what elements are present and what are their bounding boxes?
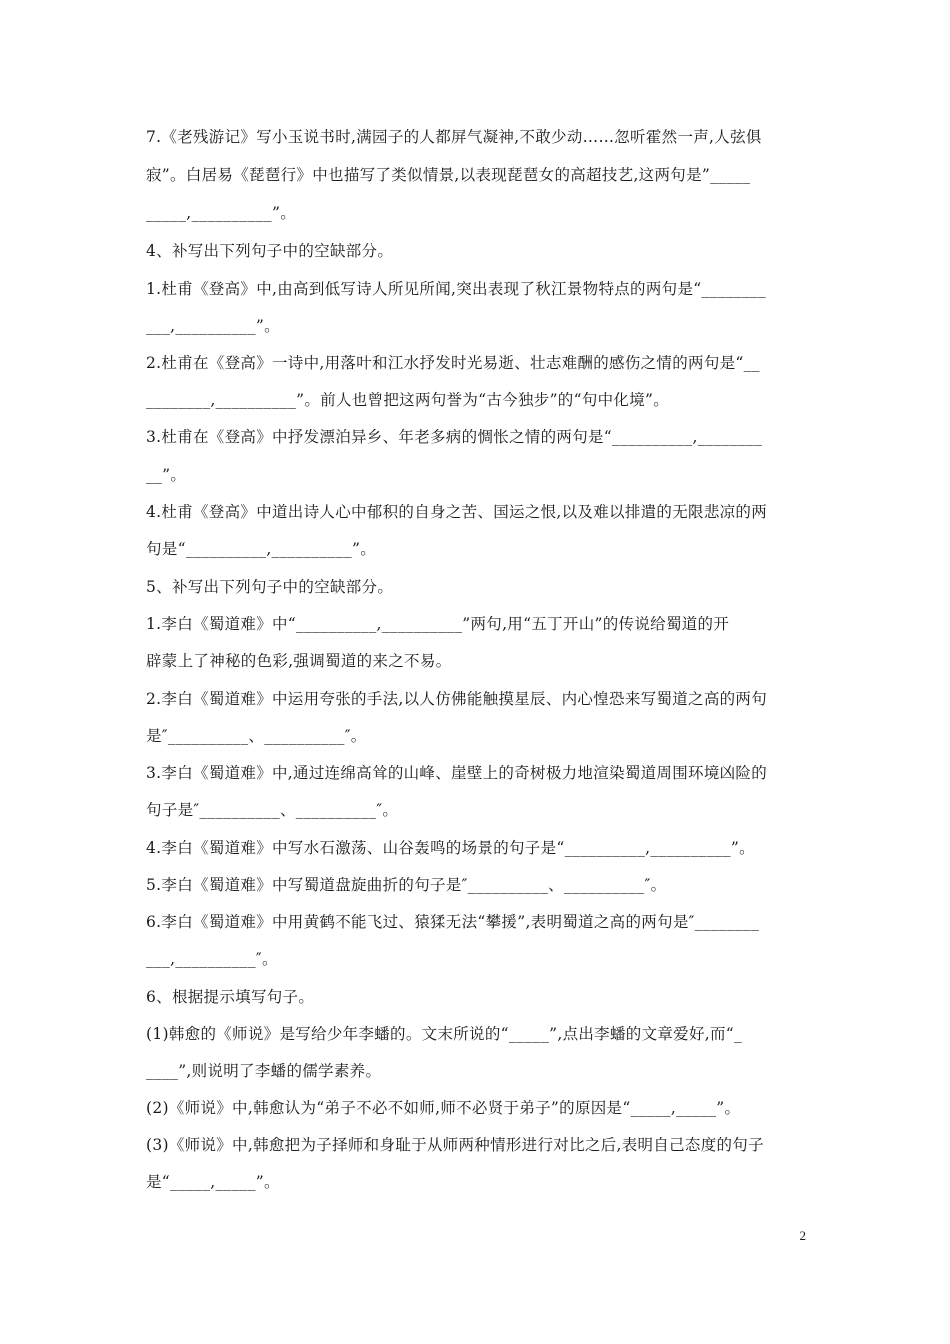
text-line: 5.李白《蜀道难》中写蜀道盘旋曲折的句子是″__________、__________″。 <box>146 876 667 894</box>
text-line: 寂”。白居易《琵琶行》中也描写了类似情景,以表现琵琶女的高超技艺,这两句是”_____ <box>146 166 751 184</box>
text-line: ________,__________”。前人也曾把这两句誉为“古今独步”的“句中化境”。 <box>146 391 670 409</box>
text-line: 2.杜甫在《登高》一诗中,用落叶和江水抒发时光易逝、壮志难酬的感伤之情的两句是“__ <box>146 354 760 372</box>
text-line: 4.李白《蜀道难》中写水石激荡、山谷轰鸣的场景的句子是“__________,__________”。 <box>146 839 755 857</box>
text-line: 句是“__________,__________”。 <box>146 540 377 558</box>
text-line: _____,__________”。 <box>146 204 297 222</box>
text-line: (3)《师说》中,韩愈把为子择师和身耻于从师两种情形进行对比之后,表明自己态度的句子 <box>146 1136 764 1154</box>
text-line: 3.李白《蜀道难》中,通过连绵高耸的山峰、崖壁上的奇树极力地渲染蜀道周围环境凶险的 <box>146 764 768 782</box>
text-line: 1.杜甫《登高》中,由高到低写诗人所见所闻,突出表现了秋江景物特点的两句是“________ <box>146 280 766 298</box>
text-line: 句子是″__________、__________″。 <box>146 801 399 819</box>
text-line: 6.李白《蜀道难》中用黄鹤不能飞过、猿猱无法“攀援”,表明蜀道之高的两句是″________ <box>146 913 760 931</box>
section-heading: 5、补写出下列句子中的空缺部分。 <box>146 578 394 596</box>
text-line: 辟蒙上了神秘的色彩,强调蜀道的来之不易。 <box>146 652 452 670</box>
text-line: (2)《师说》中,韩愈认为“弟子不必不如师,师不必贤于弟子”的原因是“_____,_____”。 <box>146 1099 741 1117</box>
text-line: ____”,则说明了李蟠的儒学素养。 <box>146 1062 382 1080</box>
section-heading: 4、补写出下列句子中的空缺部分。 <box>146 242 394 260</box>
section-heading: 6、根据提示填写句子。 <box>146 988 315 1006</box>
page-number: 2 <box>799 1228 806 1243</box>
text-line: ___,__________”。 <box>146 317 280 335</box>
text-line: 7.《老残游记》写小玉说书时,满园子的人都屏气凝神,不敢少动……忽听霍然一声,人弦俱 <box>146 128 762 146</box>
text-line: 3.杜甫在《登高》中抒发漂泊异乡、年老多病的惆怅之情的两句是“__________,________ <box>146 428 763 446</box>
text-line: 1.李白《蜀道难》中“__________,__________”两句,用“五丁开山”的传说给蜀道的开 <box>146 615 730 633</box>
text-line: __”。 <box>146 466 187 484</box>
text-line: 4.杜甫《登高》中道出诗人心中郁积的自身之苦、国运之恨,以及难以排遣的无限悲凉的两 <box>146 503 768 521</box>
text-line: 是“_____,_____”。 <box>146 1173 280 1191</box>
text-line: (1)韩愈的《师说》是写给少年李蟠的。文末所说的“_____”,点出李蟠的文章爱好,而“_ <box>146 1025 743 1043</box>
text-line: ___,__________″。 <box>146 950 278 968</box>
text-line: 2.李白《蜀道难》中运用夸张的手法,以人仿佛能触摸星辰、内心惶恐来写蜀道之高的两句 <box>146 690 768 708</box>
text-line: 是″__________、__________″。 <box>146 727 367 745</box>
